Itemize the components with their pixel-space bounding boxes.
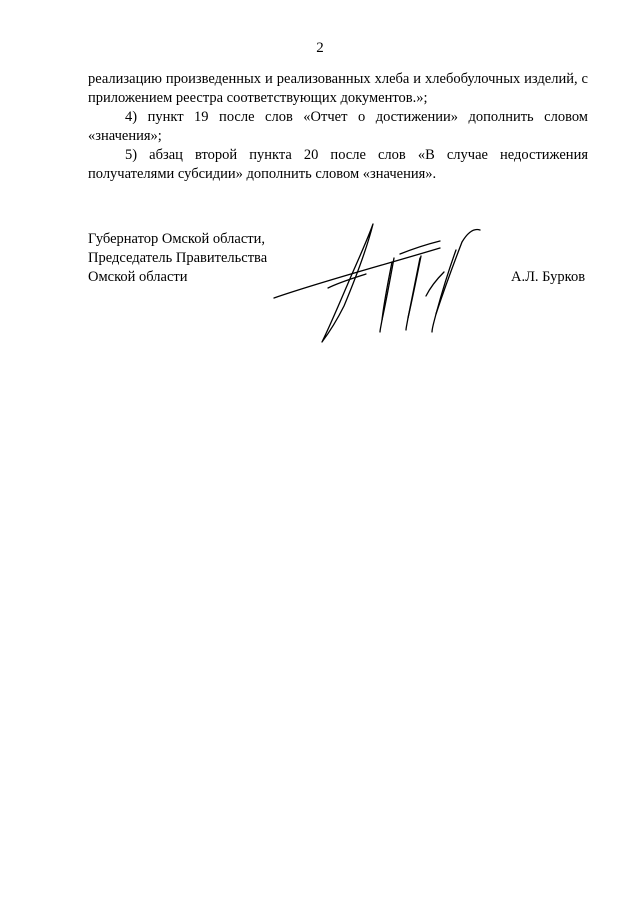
paragraph-item-5: 5) абзац второй пункта 20 после слов «В случае недостижения получателями субсидии» дополнить словом «значения».	[88, 147, 588, 182]
handwritten-signature	[270, 222, 500, 347]
signatory-title-line-1: Губернатор Омской области,	[88, 231, 265, 247]
signatory-title-line-2: Председатель Правительства	[88, 250, 268, 266]
signer-name: А.Л. Бурков	[511, 269, 586, 285]
page-number: 2	[316, 40, 324, 56]
document-body	[88, 70, 588, 184]
signatory-title-line-3: Омской области	[88, 269, 188, 285]
paragraph-continuation: реализацию произведенных и реализованных хлеба и хлебобулочных изделий, с приложением реестра соответствующих документов.»;	[88, 71, 588, 106]
signatory-title	[88, 230, 267, 287]
paragraph-item-4: 4) пункт 19 после слов «Отчет о достижении» дополнить словом «значения»;	[88, 109, 588, 144]
